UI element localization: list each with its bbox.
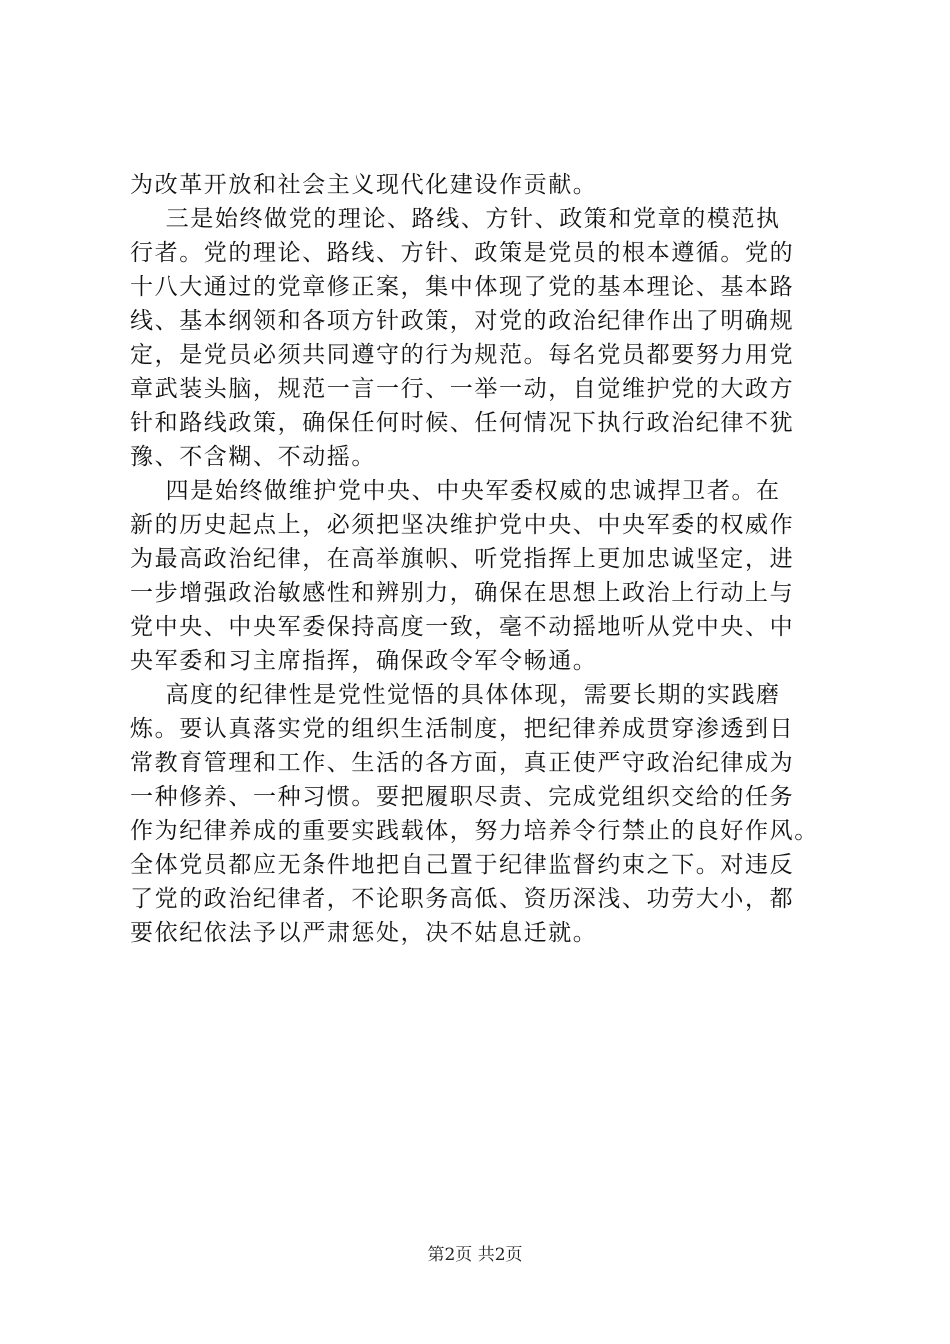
text-line: 行者。党的理论、路线、方针、政策是党员的根本遵循。党的	[130, 240, 795, 266]
text-line: 三是始终做党的理论、路线、方针、政策和党章的模范执	[130, 206, 781, 232]
text-line: 新的历史起点上，必须把坚决维护党中央、中央军委的权威作	[130, 512, 795, 538]
text-line: 作为纪律养成的重要实践载体，努力培养令行禁止的良好作风。	[130, 818, 819, 844]
text-line: 章武装头脑，规范一言一行、一举一动，自觉维护党的大政方	[130, 376, 795, 402]
text-line: 四是始终做维护党中央、中央军委权威的忠诚捍卫者。在	[130, 478, 781, 504]
text-line: 常教育管理和工作、生活的各方面，真正使严守政治纪律成为	[130, 750, 795, 776]
text-line: 豫、不含糊、不动摇。	[130, 444, 376, 470]
document-body	[130, 168, 840, 950]
text-line: 线、基本纲领和各项方针政策，对党的政治纪律作出了明确规	[130, 308, 795, 334]
text-line: 为改革开放和社会主义现代化建设作贡献。	[130, 172, 598, 198]
text-line: 央军委和习主席指挥，确保政令军令畅通。	[130, 648, 598, 674]
text-line: 针和路线政策，确保任何时候、任何情况下执行政治纪律不犹	[130, 410, 795, 436]
text-line: 要依纪依法予以严肃惩处，决不姑息迁就。	[130, 920, 598, 946]
page-number-footer: 第2页 共2页	[427, 1245, 523, 1265]
text-line: 定，是党员必须共同遵守的行为规范。每名党员都要努力用党	[130, 342, 795, 368]
text-line: 全体党员都应无条件地把自己置于纪律监督约束之下。对违反	[130, 852, 795, 878]
text-line: 高度的纪律性是党性觉悟的具体体现，需要长期的实践磨	[130, 682, 781, 708]
text-line: 为最高政治纪律，在高举旗帜、听党指挥上更加忠诚坚定，进	[130, 546, 795, 572]
text-line: 一种修养、一种习惯。要把履职尽责、完成党组织交给的任务	[130, 784, 795, 810]
text-line: 炼。要认真落实党的组织生活制度，把纪律养成贯穿渗透到日	[130, 716, 795, 742]
text-line: 一步增强政治敏感性和辨别力，确保在思想上政治上行动上与	[130, 580, 795, 606]
text-line: 了党的政治纪律者，不论职务高低、资历深浅、功劳大小，都	[130, 886, 795, 912]
text-line: 十八大通过的党章修正案，集中体现了党的基本理论、基本路	[130, 274, 795, 300]
text-line: 党中央、中央军委保持高度一致，毫不动摇地听从党中央、中	[130, 614, 795, 640]
